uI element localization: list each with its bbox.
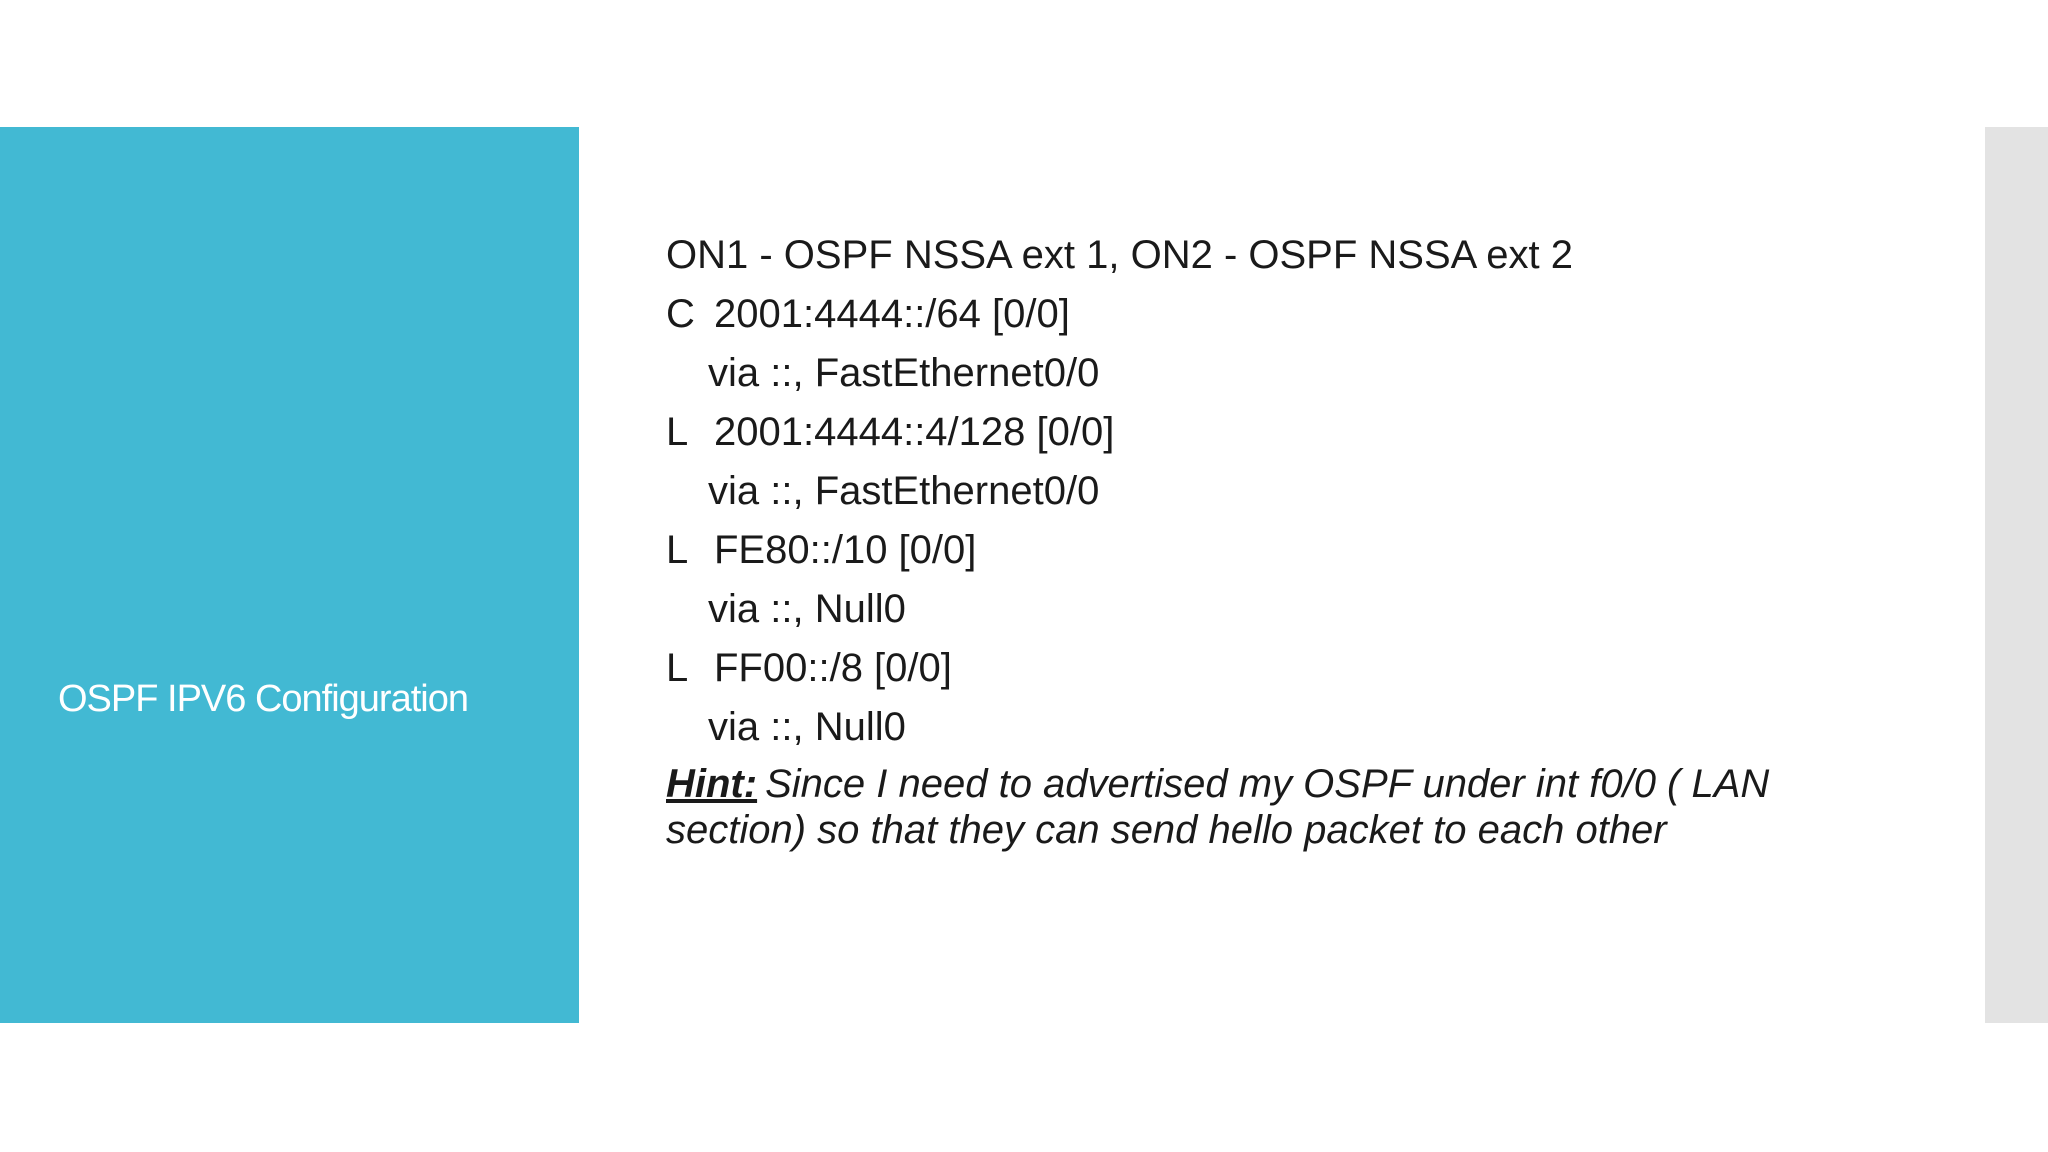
route-entry — [666, 521, 1866, 580]
side-strip — [1985, 127, 2048, 1023]
hint-label: Hint: — [666, 762, 758, 806]
route-via: via ::, FastEthernet0/0 — [708, 469, 1100, 513]
slide-title: OSPF IPV6 Configuration — [58, 678, 468, 720]
route-prefix: FE80::/10 [0/0] — [714, 528, 977, 572]
route-code: L — [666, 528, 689, 572]
hint-text — [666, 761, 1896, 853]
route-entry — [666, 639, 1866, 698]
route-via: via ::, Null0 — [708, 705, 906, 749]
hint-body: Since I need to advertised my OSPF under int f0/0 ( LAN section) so that they can send hello packet to each other — [666, 762, 1770, 852]
route-prefix: 2001:4444::/64 [0/0] — [714, 292, 1070, 336]
route-code: L — [666, 410, 689, 454]
route-entry — [666, 403, 1866, 462]
legend-line: ON1 - OSPF NSSA ext 1, ON2 - OSPF NSSA ext 2 — [666, 233, 1573, 277]
route-via: via ::, Null0 — [708, 587, 906, 631]
title-panel — [0, 127, 579, 1023]
route-code: L — [666, 646, 689, 690]
route-prefix: FF00::/8 [0/0] — [714, 646, 952, 690]
slide-content — [666, 226, 1866, 853]
route-code: C — [666, 292, 695, 336]
route-via: via ::, FastEthernet0/0 — [708, 351, 1100, 395]
route-entry — [666, 285, 1866, 344]
route-prefix: 2001:4444::4/128 [0/0] — [714, 410, 1115, 454]
